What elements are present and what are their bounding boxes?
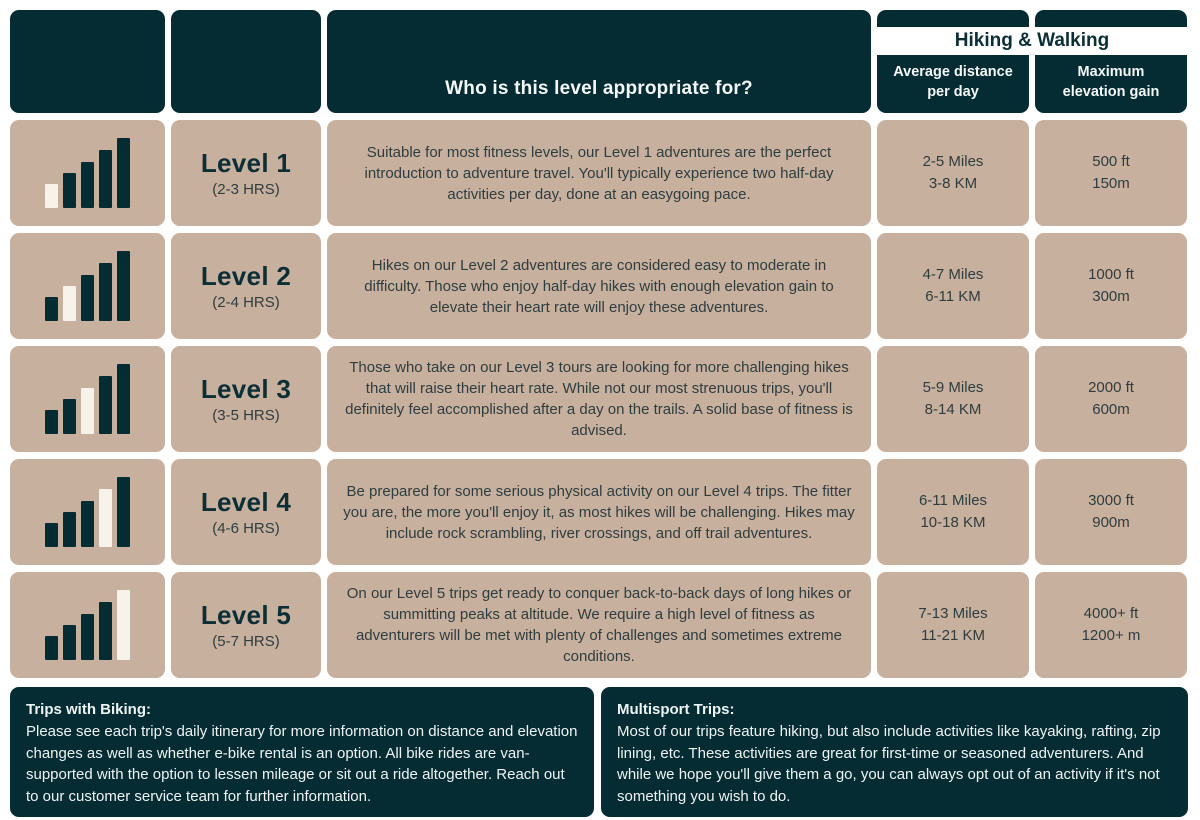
biking-note-title: Trips with Biking: [26,701,152,718]
elevation-ft: 2000 ft [1088,378,1134,396]
level-name: Level 5 [200,600,292,630]
fitness-bars-icon [45,364,130,434]
level-3-title-cell [171,346,321,452]
level-name: Level 2 [200,261,292,291]
level-1-distance [877,120,1029,226]
elevation-m: 150m [1092,175,1130,192]
level-5-description: On our Level 5 trips get ready to conquer back-to-back days of long hikes or summitting peaks at altitude. We require a high level of fitness as adventurers will be met with plenty of challenges and sometimes extreme conditions. [327,572,871,678]
fitness-bars-icon [45,477,130,547]
distance-miles: 4-7 Miles [922,265,984,283]
avg-distance-header-line1: Average distance [893,63,1013,80]
distance-km: 8-14 KM [924,401,982,418]
level-1-title-cell [171,120,321,226]
level-5-distance [877,572,1029,678]
level-3-icon-cell [10,346,165,452]
level-2-elevation [1035,233,1187,339]
level-hours: (4-6 HRS) [212,520,280,537]
elevation-ft: 500 ft [1092,152,1130,170]
elevation-ft: 1000 ft [1088,265,1134,283]
avg-distance-header-line2: per day [927,83,979,100]
hiking-walking-title: Hiking & Walking [877,27,1187,55]
levels-table [10,10,1188,678]
level-name: Level 1 [200,148,292,178]
max-elevation-header-line2: elevation gain [1062,83,1160,100]
distance-miles: 7-13 Miles [918,604,988,622]
level-hours: (5-7 HRS) [212,633,280,650]
multisport-note-body: Most of our trips feature hiking, but also include activities like kayaking, rafting, zip lining, etc. These activities are great for first-time or seasoned adventurers. And while we hope you'll give them a go, you can always opt out of an activity if it's not something you wish to do. [617,722,1161,805]
footer-notes [10,687,1188,817]
level-4-icon-cell [10,459,165,565]
header-spacer-level-col [171,10,321,113]
level-1-icon-cell [10,120,165,226]
level-4-title-cell [171,459,321,565]
level-3-distance [877,346,1029,452]
header-spacer-icon-col [10,10,165,113]
fitness-bars-icon [45,590,130,660]
distance-miles: 5-9 Miles [922,378,984,396]
level-1-elevation [1035,120,1187,226]
level-name: Level 3 [200,374,292,404]
elevation-m: 1200+ m [1081,627,1141,644]
multisport-note-title: Multisport Trips: [617,701,735,718]
level-2-title-cell [171,233,321,339]
elevation-m: 600m [1092,401,1130,418]
level-2-icon-cell [10,233,165,339]
elevation-m: 300m [1092,288,1130,305]
level-5-icon-cell [10,572,165,678]
level-2-distance [877,233,1029,339]
avg-distance-header [877,10,1029,113]
distance-km: 11-21 KM [921,627,985,644]
biking-note-body: Please see each trip's daily itinerary for more information on distance and elevation changes as well as whether e-bike rental is an option. All bike rides are van-supported with the option to lessen mileage or sit out a ride altogether. Reach out to our customer service team for further information. [26,722,578,805]
elevation-ft: 3000 ft [1088,491,1134,509]
level-hours: (2-4 HRS) [212,294,280,311]
hiking-walking-header-group [877,10,1187,113]
who-header: Who is this level appropriate for? [327,10,871,113]
level-1-description: Suitable for most fitness levels, our Level 1 adventures are the perfect introduction to adventure travel. You'll typically experience two half-day activities per day, done at an easygoing pace. [327,120,871,226]
max-elevation-header [1035,10,1187,113]
distance-miles: 6-11 Miles [918,491,988,509]
fitness-bars-icon [45,138,130,208]
level-hours: (3-5 HRS) [212,407,280,424]
level-5-elevation [1035,572,1187,678]
distance-km: 6-11 KM [925,288,981,305]
level-5-title-cell [171,572,321,678]
max-elevation-header-line1: Maximum [1077,63,1145,80]
multisport-note [601,687,1188,817]
fitness-bars-icon [45,251,130,321]
elevation-ft: 4000+ ft [1083,604,1139,622]
distance-km: 3-8 KM [928,175,978,192]
level-3-description: Those who take on our Level 3 tours are looking for more challenging hikes that will raise their heart rate. While not our most strenuous trips, you'll definitely feel accomplished after a day on the trails. A solid base of fitness is advised. [327,346,871,452]
elevation-m: 900m [1092,514,1130,531]
level-hours: (2-3 HRS) [212,181,280,198]
level-name: Level 4 [200,487,292,517]
level-4-elevation [1035,459,1187,565]
level-4-distance [877,459,1029,565]
distance-km: 10-18 KM [920,514,986,531]
biking-note [10,687,594,817]
level-3-elevation [1035,346,1187,452]
level-4-description: Be prepared for some serious physical activity on our Level 4 trips. The fitter you are, the more you'll enjoy it, as most hikes will be challenging. Hikes may include rock scrambling, river crossings, and off trail adventures. [327,459,871,565]
level-2-description: Hikes on our Level 2 adventures are considered easy to moderate in difficulty. Those who enjoy half-day hikes with enough elevation gain to elevate their heart rate will enjoy these adventures. [327,233,871,339]
distance-miles: 2-5 Miles [922,152,984,170]
